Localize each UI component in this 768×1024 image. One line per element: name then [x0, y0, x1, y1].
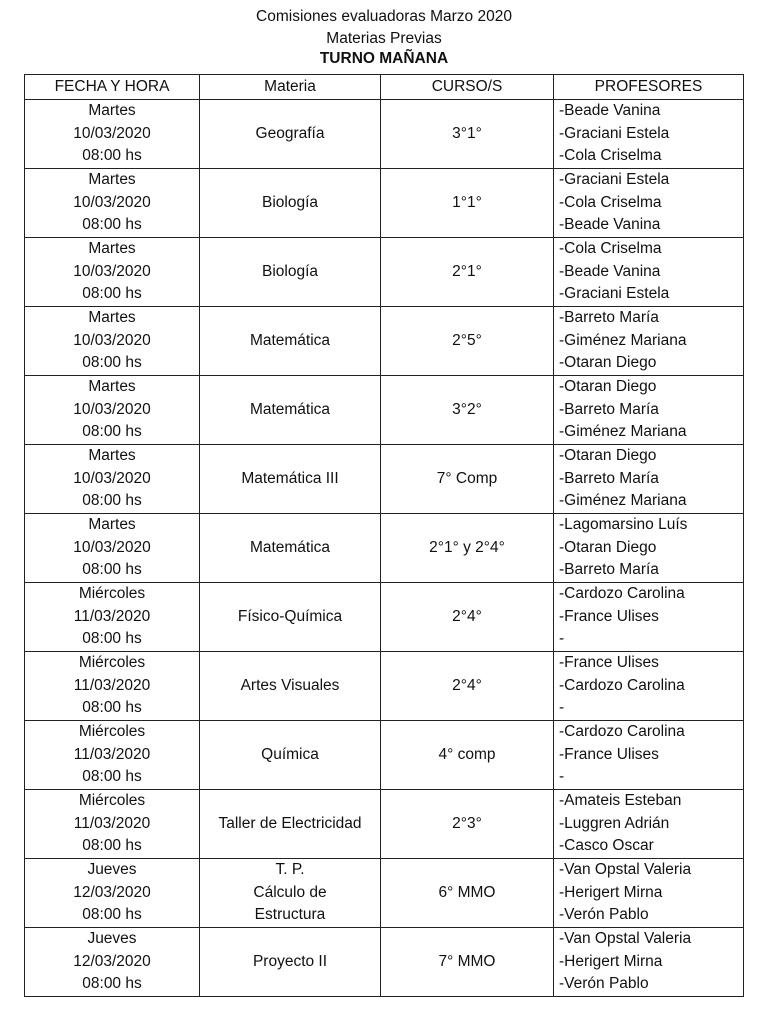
table-row — [25, 514, 744, 583]
cell-profesores — [554, 928, 744, 997]
teacher-name: -Otaran Diego — [559, 447, 657, 465]
subject-text: Química — [261, 745, 319, 763]
teacher-name: -Giménez Mariana — [559, 331, 687, 349]
subject-text: Matemática III — [241, 469, 339, 487]
cell-profesores — [554, 859, 744, 928]
teacher-name: -Cola Criselma — [559, 147, 662, 165]
teacher-name: -Cola Criselma — [559, 240, 662, 258]
cell-materia — [200, 445, 381, 514]
teacher-name: -France Ulises — [559, 745, 659, 763]
subject-text: Biología — [261, 262, 318, 280]
teacher-name: -Graciani Estela — [559, 285, 670, 303]
teacher-name: -Cola Criselma — [559, 193, 662, 211]
cell-fecha-hora — [25, 928, 200, 997]
date-text: 10/03/2020 — [73, 193, 151, 211]
cell-curso — [381, 928, 554, 997]
cell-fecha-hora — [25, 859, 200, 928]
cell-fecha-hora — [25, 238, 200, 307]
cell-profesores — [554, 100, 744, 169]
time-text: 08:00 hs — [82, 975, 142, 993]
teacher-name: - — [559, 630, 565, 648]
teacher-name: -Otaran Diego — [559, 378, 657, 396]
cell-materia — [200, 514, 381, 583]
subject-text: Matemática — [249, 331, 331, 349]
teacher-name: -Cardozo Carolina — [559, 676, 685, 694]
table-row — [25, 100, 744, 169]
cell-fecha-hora — [25, 721, 200, 790]
subject-text: Taller de Electricidad — [218, 814, 362, 832]
time-text: 08:00 hs — [82, 423, 142, 441]
subject-text: Matemática — [249, 538, 331, 556]
day-text: Martes — [88, 516, 136, 534]
teacher-name: -Graciani Estela — [559, 124, 670, 142]
cell-curso — [381, 859, 554, 928]
cell-materia — [200, 928, 381, 997]
teacher-name: -Van Opstal Valeria — [559, 861, 692, 879]
cell-materia — [200, 790, 381, 859]
course-text: 3°2° — [452, 400, 482, 418]
cell-materia — [200, 721, 381, 790]
cell-curso — [381, 790, 554, 859]
schedule-table — [24, 74, 744, 997]
table-row — [25, 652, 744, 721]
document-subtitle: Materias Previas — [326, 30, 442, 47]
time-text: 08:00 hs — [82, 492, 142, 510]
day-text: Martes — [88, 309, 136, 327]
course-text: 6° MMO — [438, 883, 496, 901]
cell-profesores — [554, 307, 744, 376]
subject-text: Biología — [261, 193, 318, 211]
teacher-name: -Casco Oscar — [559, 837, 654, 855]
cell-materia — [200, 169, 381, 238]
course-text: 2°1° y 2°4° — [429, 538, 505, 556]
teacher-name: -Giménez Mariana — [559, 492, 687, 510]
cell-fecha-hora — [25, 652, 200, 721]
course-text: 4° comp — [438, 745, 496, 763]
cell-fecha-hora — [25, 307, 200, 376]
column-header-materia: Materia — [200, 75, 381, 100]
date-text: 11/03/2020 — [73, 676, 151, 694]
cell-materia — [200, 859, 381, 928]
subject-text: Cálculo de — [253, 883, 327, 901]
cell-profesores — [554, 445, 744, 514]
subject-text: Físico-Química — [237, 607, 343, 625]
time-text: 08:00 hs — [82, 216, 142, 234]
teacher-name: -France Ulises — [559, 607, 659, 625]
day-text: Martes — [88, 378, 136, 396]
course-text: 3°1° — [452, 124, 482, 142]
time-text: 08:00 hs — [82, 630, 142, 648]
day-text: Miércoles — [78, 723, 146, 741]
subject-text: Estructura — [254, 906, 326, 924]
date-text: 11/03/2020 — [73, 607, 151, 625]
teacher-name: - — [559, 699, 565, 717]
course-text: 2°4° — [452, 607, 482, 625]
cell-curso — [381, 583, 554, 652]
table-row — [25, 376, 744, 445]
cell-profesores — [554, 652, 744, 721]
day-text: Jueves — [87, 930, 137, 948]
subject-text: Proyecto II — [252, 952, 328, 970]
time-text: 08:00 hs — [82, 837, 142, 855]
date-text: 10/03/2020 — [73, 469, 151, 487]
cell-curso — [381, 376, 554, 445]
column-header-profesores: PROFESORES — [554, 75, 744, 100]
teacher-name: - — [559, 768, 565, 786]
time-text: 08:00 hs — [82, 147, 142, 165]
day-text: Martes — [88, 447, 136, 465]
cell-curso — [381, 307, 554, 376]
teacher-name: -Beade Vanina — [559, 102, 661, 120]
cell-fecha-hora — [25, 790, 200, 859]
cell-curso — [381, 169, 554, 238]
cell-profesores — [554, 514, 744, 583]
day-text: Martes — [88, 102, 136, 120]
subject-text: T. P. — [275, 861, 305, 879]
date-text: 12/03/2020 — [73, 883, 151, 901]
table-row — [25, 583, 744, 652]
cell-profesores — [554, 721, 744, 790]
teacher-name: -France Ulises — [559, 654, 659, 672]
teacher-name: -Amateis Esteban — [559, 792, 682, 810]
cell-curso — [381, 652, 554, 721]
date-text: 10/03/2020 — [73, 400, 151, 418]
time-text: 08:00 hs — [82, 768, 142, 786]
table-row — [25, 445, 744, 514]
table-row — [25, 859, 744, 928]
table-row — [25, 307, 744, 376]
cell-profesores — [554, 238, 744, 307]
table-header-row — [25, 75, 744, 100]
teacher-name: -Van Opstal Valeria — [559, 930, 692, 948]
cell-materia — [200, 307, 381, 376]
time-text: 08:00 hs — [82, 699, 142, 717]
course-text: 7° Comp — [436, 469, 498, 487]
teacher-name: -Verón Pablo — [559, 906, 649, 924]
teacher-name: -Lagomarsino Luís — [559, 516, 688, 534]
date-text: 10/03/2020 — [73, 262, 151, 280]
course-text: 2°3° — [452, 814, 482, 832]
table-row — [25, 790, 744, 859]
table-row — [25, 721, 744, 790]
document-header — [0, 6, 768, 68]
table-row — [25, 928, 744, 997]
document-title: Comisiones evaluadoras Marzo 2020 — [256, 8, 512, 25]
course-text: 2°1° — [452, 262, 482, 280]
cell-materia — [200, 238, 381, 307]
cell-materia — [200, 100, 381, 169]
teacher-name: -Verón Pablo — [559, 975, 649, 993]
cell-curso — [381, 238, 554, 307]
teacher-name: -Beade Vanina — [559, 262, 661, 280]
cell-curso — [381, 100, 554, 169]
column-header-fecha: FECHA Y HORA — [25, 75, 200, 100]
cell-materia — [200, 376, 381, 445]
date-text: 11/03/2020 — [73, 745, 151, 763]
cell-profesores — [554, 583, 744, 652]
date-text: 10/03/2020 — [73, 331, 151, 349]
cell-profesores — [554, 169, 744, 238]
table-row — [25, 238, 744, 307]
cell-fecha-hora — [25, 100, 200, 169]
cell-fecha-hora — [25, 169, 200, 238]
teacher-name: -Barreto María — [559, 561, 659, 579]
day-text: Miércoles — [78, 654, 146, 672]
cell-fecha-hora — [25, 445, 200, 514]
subject-text: Matemática — [249, 400, 331, 418]
time-text: 08:00 hs — [82, 285, 142, 303]
cell-fecha-hora — [25, 583, 200, 652]
subject-text: Geografía — [255, 124, 325, 142]
teacher-name: -Cardozo Carolina — [559, 585, 685, 603]
subject-text: Artes Visuales — [240, 676, 340, 694]
cell-fecha-hora — [25, 514, 200, 583]
cell-materia — [200, 583, 381, 652]
date-text: 11/03/2020 — [73, 814, 151, 832]
day-text: Miércoles — [78, 792, 146, 810]
shift-heading: TURNO MAÑANA — [319, 50, 449, 67]
date-text: 10/03/2020 — [73, 538, 151, 556]
course-text: 2°5° — [452, 331, 482, 349]
course-text: 7° MMO — [438, 952, 496, 970]
teacher-name: -Cardozo Carolina — [559, 723, 685, 741]
time-text: 08:00 hs — [82, 906, 142, 924]
date-text: 12/03/2020 — [73, 952, 151, 970]
teacher-name: -Beade Vanina — [559, 216, 661, 234]
teacher-name: -Herigert Mirna — [559, 952, 663, 970]
cell-profesores — [554, 790, 744, 859]
column-header-curso: CURSO/S — [381, 75, 554, 100]
teacher-name: -Barreto María — [559, 400, 659, 418]
day-text: Jueves — [87, 861, 137, 879]
cell-fecha-hora — [25, 376, 200, 445]
cell-curso — [381, 514, 554, 583]
time-text: 08:00 hs — [82, 354, 142, 372]
teacher-name: -Graciani Estela — [559, 171, 670, 189]
teacher-name: -Luggren Adrián — [559, 814, 670, 832]
cell-materia — [200, 652, 381, 721]
teacher-name: -Herigert Mirna — [559, 883, 663, 901]
table-row — [25, 169, 744, 238]
teacher-name: -Otaran Diego — [559, 538, 657, 556]
date-text: 10/03/2020 — [73, 124, 151, 142]
day-text: Martes — [88, 240, 136, 258]
course-text: 2°4° — [452, 676, 482, 694]
cell-curso — [381, 721, 554, 790]
cell-curso — [381, 445, 554, 514]
teacher-name: -Giménez Mariana — [559, 423, 687, 441]
day-text: Miércoles — [78, 585, 146, 603]
teacher-name: -Barreto María — [559, 469, 659, 487]
teacher-name: -Otaran Diego — [559, 354, 657, 372]
time-text: 08:00 hs — [82, 561, 142, 579]
course-text: 1°1° — [452, 193, 482, 211]
teacher-name: -Barreto María — [559, 309, 659, 327]
cell-profesores — [554, 376, 744, 445]
day-text: Martes — [88, 171, 136, 189]
